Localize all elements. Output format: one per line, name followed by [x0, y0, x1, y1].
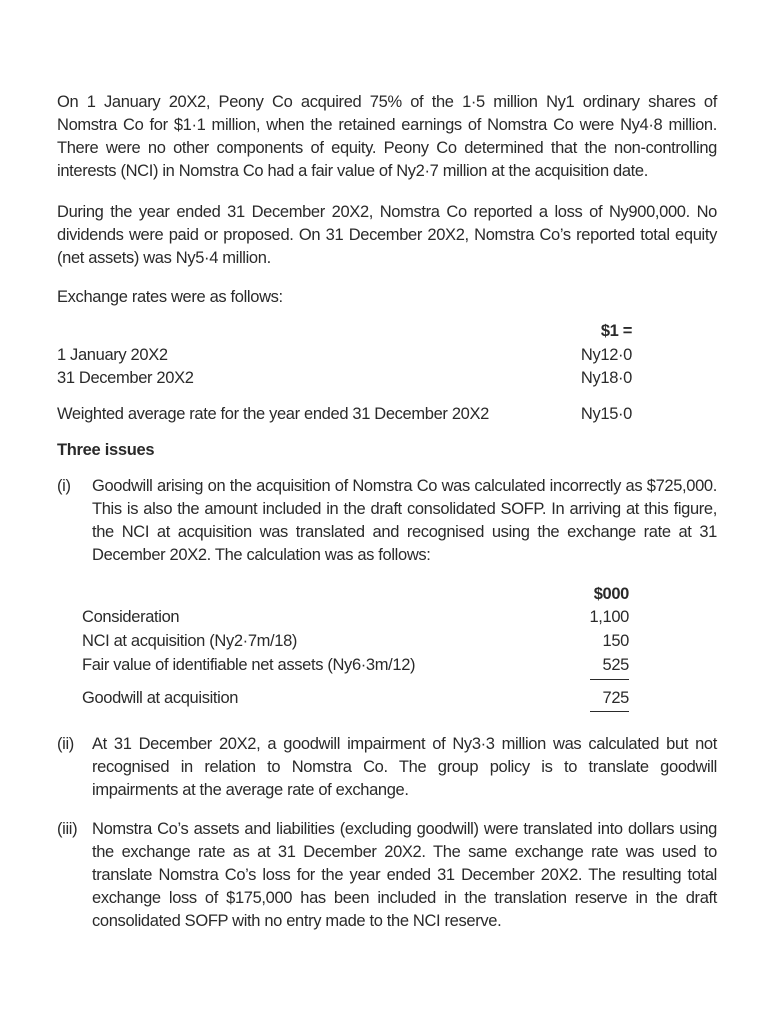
rate-label: 1 January 20X2 [57, 346, 168, 364]
calc-total-label: Goodwill at acquisition [82, 689, 239, 707]
calc-header: $000 [593, 585, 629, 603]
calc-value: 1,100 [589, 608, 629, 626]
issue-number: (i) [57, 477, 71, 495]
rate-value: Ny12·0 [580, 346, 632, 364]
calc-header-row [82, 583, 629, 606]
issue-item [57, 818, 717, 933]
total-rule [590, 711, 629, 712]
issue-text: Goodwill arising on the acquisition of Nomstra Co was calculated incorrectly as $725,000. This is also the amount included in the draft consolidated SOFP. In arriving at this figure, the NCI at acquisition was translated and recognised using the exchange rate at 31 December 20X2. The calculation was as follows: [92, 477, 717, 564]
intro-paragraph: On 1 January 20X2, Peony Co acquired 75% of the 1·5 million Ny1 ordinary shares of Nomstra Co for $1·1 million, when the retained earnings of Nomstra Co were Ny4·8 million. There were no other components of equity. Peony Co determined that the non-controlling interests (NCI) in Nomstra Co had a fair value of Ny2·7 million at the acquisition date. [57, 93, 717, 180]
subtotal-rule [590, 679, 629, 680]
issue-number: (iii) [57, 820, 78, 838]
exchange-rates-intro: Exchange rates were as follows: [57, 288, 283, 306]
rate-label: 31 December 20X2 [57, 369, 194, 387]
calc-total-row [82, 687, 629, 710]
rate-row [57, 403, 632, 426]
issue-text: Nomstra Co’s assets and liabilities (excluding goodwill) were translated into dollars using the exchange rate as at 31 December 20X2. The same exchange rate was used to translate Nomstra Co’s loss for the year ended 31 December 20X2. The resulting total exchange loss of $175,000 has been included in the translation reserve in the draft consolidated SOFP with no entry made to the NCI reserve. [92, 820, 717, 930]
issue-text: At 31 December 20X2, a goodwill impairment of Ny3·3 million was calculated but not recognised in relation to Nomstra Co. The group policy is to translate goodwill impairments at the average rate of exchange. [92, 735, 717, 799]
issue-item [57, 475, 717, 567]
year-paragraph: During the year ended 31 December 20X2, Nomstra Co reported a loss of Ny900,000. No dividends were paid or proposed. On 31 December 20X2, Nomstra Co’s reported total equity (net assets) was Ny5·4 million. [57, 203, 717, 267]
rates-header-row [57, 320, 632, 343]
calc-label: NCI at acquisition (Ny2·7m/18) [82, 632, 298, 650]
calc-value: 150 [602, 632, 629, 650]
calc-value: 525 [602, 656, 629, 674]
calc-row [82, 654, 629, 677]
calc-row [82, 630, 629, 653]
calc-label: Consideration [82, 608, 180, 626]
rates-header: $1 = [600, 322, 632, 340]
issue-item [57, 733, 717, 802]
calc-row [82, 606, 629, 629]
calc-label: Fair value of identifiable net assets (Ny6·3m/12) [82, 656, 416, 674]
issue-number: (ii) [57, 735, 74, 753]
rate-value: Ny18·0 [580, 369, 632, 387]
rate-row [57, 344, 632, 367]
rate-value: Ny15·0 [580, 405, 632, 423]
issues-heading: Three issues [57, 441, 155, 459]
rate-label: Weighted average rate for the year ended 31 December 20X2 [57, 405, 489, 423]
rate-row [57, 367, 632, 390]
calc-total-value: 725 [602, 689, 629, 707]
